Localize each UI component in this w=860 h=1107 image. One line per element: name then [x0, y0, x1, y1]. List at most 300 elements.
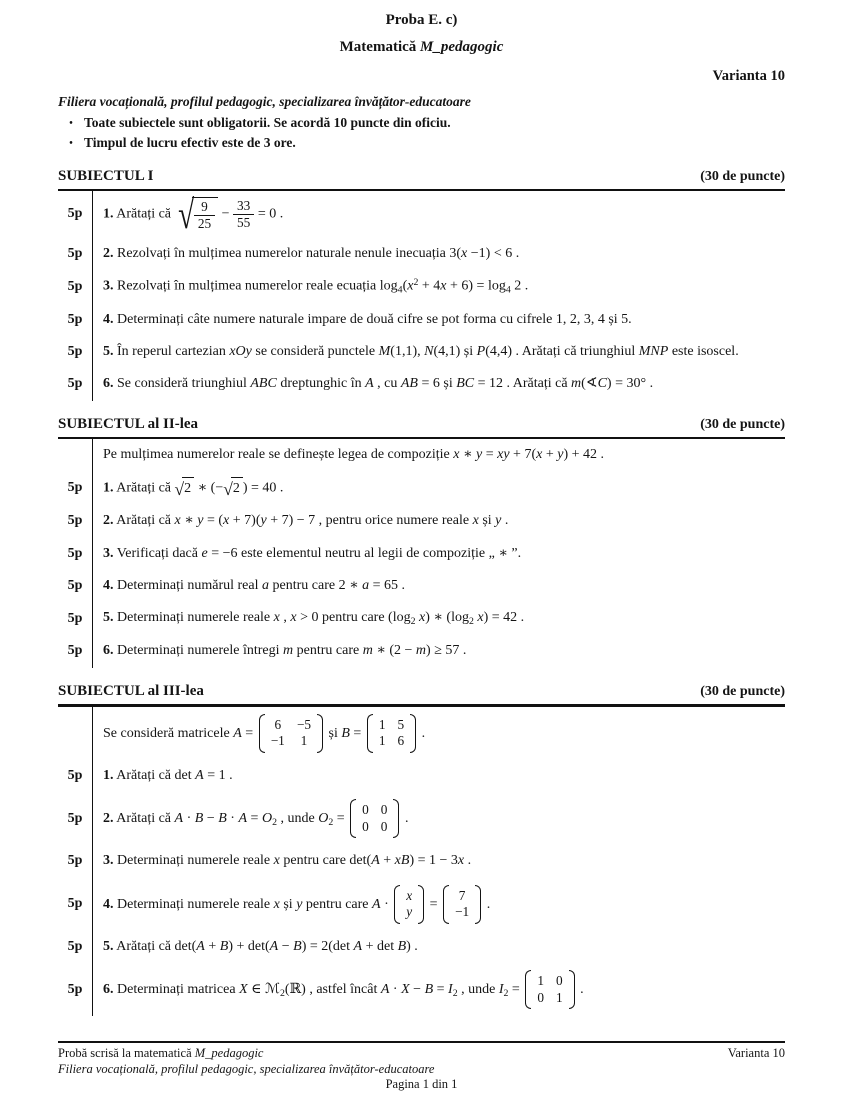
section-points: (30 de puncte)	[700, 169, 785, 184]
text-run: e	[201, 545, 208, 561]
points-badge: 5p	[67, 480, 83, 496]
points-badge: 5p	[67, 344, 83, 360]
text-run: A	[174, 810, 184, 826]
problem-text	[92, 760, 785, 792]
points-badge: 5p	[67, 810, 83, 826]
problem-row	[58, 336, 785, 368]
radical-icon: √	[177, 192, 194, 238]
points-badge: 5p	[67, 278, 83, 294]
text-run: A	[196, 938, 205, 954]
text-run: .	[483, 896, 491, 912]
text-run: ·	[183, 810, 195, 826]
matrix-cell: 0	[537, 989, 544, 1005]
problem-row	[58, 368, 785, 400]
points-badge: 5p	[67, 246, 83, 262]
text-run: ) = 2(det	[301, 938, 354, 954]
text-run: m	[415, 643, 427, 659]
text-run: ) + 42 .	[563, 446, 605, 462]
text-run: y	[475, 446, 483, 462]
text-run: A	[380, 981, 390, 997]
points-badge: 5p	[67, 577, 83, 593]
text-run: > 0 pentru care (log	[296, 610, 411, 626]
matrix-cells	[373, 714, 410, 753]
text-run: Rezolvați în mulțimea numerelor reale ecuația log	[113, 278, 398, 294]
problems-table	[58, 704, 785, 1017]
text-run: Pe mulțimea numerelor reale se definește legea de compoziție	[103, 446, 454, 462]
text-run: x	[273, 896, 280, 912]
text-run: (∢	[581, 376, 598, 392]
points-badge	[58, 707, 92, 760]
section-points: (30 de puncte)	[700, 683, 785, 699]
matrix-cell: 6	[274, 716, 282, 732]
problem-number: 1.	[103, 480, 114, 496]
text-run: dreptunghic în	[276, 376, 366, 392]
matrix-cells	[356, 799, 393, 838]
section-3	[58, 668, 785, 1017]
problem-text	[92, 336, 785, 368]
matrix-cell: 5	[397, 716, 405, 732]
matrix-cell: 0	[362, 802, 369, 818]
text-run: A	[371, 853, 380, 869]
text-run: =	[508, 981, 524, 997]
text-run: ) .	[406, 938, 418, 954]
problem-row	[58, 878, 785, 931]
text-run: ∗ (−	[194, 480, 224, 496]
problem-number: 6.	[103, 643, 114, 659]
matrix-cell: 1	[555, 989, 563, 1005]
problem-text	[92, 792, 785, 845]
text-run: x	[440, 278, 447, 294]
denominator: 55	[233, 214, 254, 231]
problem-row	[58, 270, 785, 304]
text-run: xy	[497, 446, 510, 462]
problem-row	[58, 635, 785, 667]
problem-text	[92, 931, 785, 963]
text-run: B	[218, 810, 227, 826]
text-run: x	[223, 513, 230, 529]
text-run: I	[498, 981, 504, 997]
text-run: y	[197, 513, 204, 529]
text-run: , cu	[373, 376, 401, 392]
text-run: ∗	[459, 446, 476, 462]
text-run: 4	[505, 284, 511, 296]
text-run: Se consideră matricele	[103, 725, 234, 741]
text-run: + 7)(	[229, 513, 261, 529]
matrix-cell: 0	[555, 973, 563, 989]
problem-row	[58, 471, 785, 505]
subject-title-text: Matematică	[339, 39, 421, 55]
text-run: ) + det(	[228, 938, 270, 954]
numerator: 33	[237, 198, 251, 213]
text-run: (4,4) . Arătați că triunghiul	[485, 344, 639, 360]
points-badge: 5p	[67, 643, 83, 659]
text-run: A	[195, 767, 204, 783]
text-run: B	[219, 938, 229, 954]
points-badge: 5p	[67, 981, 83, 997]
matrix-cell: 0	[380, 818, 388, 834]
problem-text	[92, 368, 785, 400]
problem-row	[58, 304, 785, 336]
text-run: .	[576, 981, 584, 997]
text-run: xOy	[229, 344, 252, 360]
points-badge: 5p	[67, 513, 83, 529]
matrix-cell: 0	[380, 802, 388, 818]
text-run: x	[407, 278, 414, 294]
text-run: și	[325, 725, 342, 741]
matrix	[259, 714, 323, 753]
text-run: xB	[394, 853, 410, 869]
radicand	[182, 477, 194, 499]
text-run: pentru care det(	[279, 853, 372, 869]
points-badge: 5p	[67, 767, 83, 783]
text-run: x	[273, 853, 280, 869]
problem-number: 4.	[103, 311, 114, 327]
text-run: A	[233, 725, 242, 741]
text-run: Arătați că	[113, 206, 175, 222]
text-run: + 4	[418, 278, 441, 294]
matrix-cells	[449, 885, 475, 924]
problem-number: 4.	[103, 896, 114, 912]
problem-number: 2.	[103, 245, 114, 261]
text-run: O	[261, 810, 273, 826]
matrix-cell: 1	[300, 733, 308, 749]
problem-row	[58, 707, 785, 760]
points-badge: 5p	[67, 938, 83, 954]
text-run: (4,1) și	[433, 344, 477, 360]
text-run: x	[273, 610, 280, 626]
matrix-cell: 1	[537, 973, 544, 989]
text-run: x	[457, 853, 465, 869]
radicand	[192, 197, 218, 232]
text-run: C	[597, 376, 607, 392]
problem-text	[92, 505, 785, 537]
matrix-paren-right	[418, 885, 424, 924]
text-run: .	[501, 513, 509, 529]
sqrt-expression	[175, 192, 219, 238]
text-run: N	[424, 344, 434, 360]
text-run: 2	[468, 616, 474, 628]
text-run: = 0 .	[254, 206, 284, 222]
text-run: B	[341, 725, 350, 741]
text-run: Determinați matricea	[113, 981, 240, 997]
text-run: Arătați că det(	[113, 938, 197, 954]
footer-row	[58, 1046, 785, 1062]
instruction-text: Timpul de lucru efectiv este de 3 ore.	[84, 135, 296, 150]
text-run: =	[349, 725, 365, 741]
text-run: I	[448, 981, 453, 997]
text-run: ,	[279, 610, 291, 626]
text-run: y	[260, 513, 267, 529]
text-run: +	[204, 938, 220, 954]
footer-page-number: Pagina 1 din 1	[385, 1077, 458, 1092]
text-run: BC	[456, 376, 475, 392]
fraction	[194, 199, 215, 232]
text-run: Arătați că	[113, 810, 175, 826]
text-run: =	[426, 896, 442, 912]
text-run: și	[478, 513, 496, 529]
subject-title	[58, 39, 785, 56]
text-run: x	[290, 610, 297, 626]
problem-row	[58, 570, 785, 602]
text-run: ) ∗ (log	[425, 610, 469, 626]
text-run: 4	[397, 284, 403, 296]
text-run: y	[296, 896, 303, 912]
text-run: = 12 . Arătați că	[474, 376, 572, 392]
text-run: a	[262, 577, 269, 593]
problem-row	[58, 602, 785, 635]
points-badge: 5p	[67, 853, 83, 869]
text-run: (ℝ) , astfel încât	[284, 981, 381, 997]
radicand	[231, 477, 243, 499]
text-run: + 7) − 7 , pentru orice numere reale	[266, 513, 473, 529]
section-3-header	[58, 683, 785, 700]
text-run: m	[571, 376, 582, 392]
text-run: se consideră punctele	[251, 344, 379, 360]
problem-number: 1.	[103, 767, 114, 783]
text-run: ) ≥ 57 .	[426, 643, 467, 659]
text-run: x	[453, 446, 460, 462]
text-run: = (	[203, 513, 224, 529]
points-badge: 5p	[67, 896, 83, 912]
problem-text	[92, 635, 785, 667]
matrix-cell: x	[406, 887, 413, 903]
text-run: Determinați numerele întregi	[113, 643, 283, 659]
problem-number: 2.	[103, 810, 114, 826]
text-run: = 1 .	[203, 767, 233, 783]
matrix-paren-right	[475, 885, 481, 924]
text-run: x	[472, 513, 479, 529]
sqrt-expression	[223, 477, 243, 499]
text-run: AB	[400, 376, 418, 392]
matrix-cell: 1	[378, 733, 386, 749]
text-run: 2 .	[510, 278, 529, 294]
text-run: Determinați numerele reale	[113, 610, 274, 626]
text-run: ) = 40 .	[242, 480, 284, 496]
text-run: =	[247, 810, 262, 826]
text-run: +	[379, 853, 395, 869]
matrix-cells	[531, 970, 568, 1009]
text-run: .	[464, 853, 472, 869]
matrix-cell: 7	[458, 887, 466, 903]
text-run: 2	[232, 480, 240, 496]
matrix	[350, 799, 399, 838]
text-run: (	[402, 278, 408, 294]
text-run: +	[542, 446, 558, 462]
text-run: P	[476, 344, 486, 360]
text-run: Arătați că det	[113, 767, 196, 783]
denominator: 25	[194, 215, 215, 232]
problem-row	[58, 845, 785, 877]
problem-number: 3.	[103, 545, 114, 561]
text-run: + 6) = log	[446, 278, 506, 294]
text-run: m	[362, 643, 373, 659]
text-run: 2	[452, 987, 458, 999]
problem-number: 5.	[103, 344, 114, 360]
text-run: −	[409, 981, 425, 997]
matrix-cells	[400, 885, 418, 924]
problem-number: 4.	[103, 577, 114, 593]
text-run: A	[365, 376, 374, 392]
matrix	[394, 885, 424, 924]
matrix-paren-right	[569, 970, 575, 1009]
variant-label: Varianta 10	[712, 68, 785, 84]
text-run: O	[318, 810, 329, 826]
text-run: B	[424, 981, 434, 997]
text-run: =	[241, 725, 257, 741]
problem-text	[92, 191, 785, 238]
points-badge: 5p	[67, 376, 83, 392]
text-run: 2	[279, 987, 285, 999]
instruction-bullet	[58, 115, 785, 133]
text-run: = 65 .	[369, 577, 405, 593]
problem-row	[58, 191, 785, 238]
matrix-cell: y	[406, 904, 413, 920]
text-run: A	[372, 896, 381, 912]
text-run: ) = 42 .	[483, 610, 525, 626]
text-run: ·	[226, 810, 239, 826]
footer-filiera: Filiera vocațională, profilul pedagogic, specializarea învățător-educatoare	[58, 1061, 435, 1076]
points-badge	[58, 439, 92, 471]
matrix	[443, 885, 481, 924]
points-badge: 5p	[67, 545, 83, 561]
text-run: −	[218, 206, 234, 222]
radical-icon: √	[174, 478, 185, 499]
problem-row	[58, 505, 785, 537]
text-run: .	[418, 725, 426, 741]
footer-left-profile: M_pedagogic	[194, 1046, 264, 1061]
text-run: pentru care	[293, 643, 363, 659]
text-run: M	[378, 344, 391, 360]
text-run: , unde	[457, 981, 499, 997]
problem-number: 5.	[103, 938, 114, 954]
text-run: a	[362, 577, 370, 593]
text-run: + 7(	[509, 446, 537, 462]
footer-variant: Varianta 10	[727, 1046, 785, 1061]
page-title: Proba E. c)	[385, 12, 458, 28]
text-run: ∗ (2 −	[372, 643, 416, 659]
sqrt-expression	[175, 477, 195, 499]
matrix	[367, 714, 416, 753]
problem-row	[58, 963, 785, 1016]
matrix-cell: 6	[397, 733, 405, 749]
text-run: X	[239, 981, 248, 997]
problem-text	[92, 570, 785, 602]
subject-title-profile: M_pedagogic	[420, 39, 504, 55]
problem-text	[92, 270, 785, 304]
text-run: Arătați că	[113, 513, 175, 529]
text-run: Arătați că	[113, 480, 175, 496]
problem-text	[92, 538, 785, 570]
section-1	[58, 153, 785, 401]
text-run: 2	[410, 616, 416, 628]
bullet-icon: •	[69, 138, 73, 149]
problem-text	[92, 845, 785, 877]
text-run: MNP	[638, 344, 669, 360]
points-badge: 5p	[67, 206, 83, 222]
matrix-paren-right	[410, 714, 416, 753]
problem-row	[58, 760, 785, 792]
matrix-cells	[265, 714, 317, 753]
matrix-cell: −5	[296, 716, 311, 732]
radical-icon: √	[223, 478, 233, 499]
problem-text	[92, 439, 785, 471]
section-2-header	[58, 416, 785, 433]
text-run: =	[482, 446, 498, 462]
text-run: x	[461, 245, 468, 261]
filiera-line: Filiera vocațională, profilul pedagogic, specializarea învățător-educatoare	[58, 94, 471, 109]
points-badge: 5p	[67, 610, 83, 626]
matrix	[525, 970, 574, 1009]
text-run: (1,1),	[390, 344, 425, 360]
problem-number: 6.	[103, 981, 114, 997]
problem-text	[92, 878, 785, 931]
instruction-text: Toate subiectele sunt obligatorii. Se acordă 10 puncte din oficiu.	[84, 115, 451, 130]
section-1-header	[58, 168, 785, 185]
section-2	[58, 401, 785, 668]
text-run: În reperul cartezian	[113, 344, 230, 360]
text-run: Determinați numărul real	[113, 577, 262, 593]
problem-text	[92, 304, 785, 336]
text-run: 2	[503, 987, 509, 999]
text-run: ) = 30° .	[606, 376, 654, 392]
problem-row	[58, 792, 785, 845]
section-title: SUBIECTUL al III-lea	[58, 682, 204, 699]
text-run: x	[536, 446, 543, 462]
problem-row	[58, 238, 785, 270]
text-run: A	[353, 938, 363, 954]
text-run: ∈ ℳ	[247, 981, 280, 997]
problem-number: 2.	[103, 513, 114, 529]
text-run: Verificați dacă	[113, 545, 202, 561]
bullet-icon: •	[69, 118, 73, 129]
text-run: x	[477, 610, 484, 626]
matrix-paren-right	[317, 714, 323, 753]
text-run: 2	[184, 480, 192, 496]
problem-text	[92, 963, 785, 1016]
text-run: A	[269, 938, 279, 954]
footer-left	[58, 1046, 263, 1062]
section-points: (30 de puncte)	[700, 416, 785, 432]
text-run: B	[293, 938, 302, 954]
text-run: Se consideră triunghiul	[113, 376, 251, 392]
text-run: = −6 este elementul neutru al legii de compoziție „ ∗ ”.	[207, 545, 522, 561]
numerator: 9	[201, 199, 208, 214]
text-run: = 6 și	[417, 376, 457, 392]
text-run: 2	[272, 816, 277, 828]
matrix-paren-right	[393, 799, 399, 838]
text-run: −1) < 6 .	[467, 245, 520, 261]
text-run: y	[557, 446, 564, 462]
text-run: ) = 1 − 3	[409, 853, 458, 869]
text-run: Determinați numerele reale	[113, 853, 274, 869]
text-run: pentru care	[302, 896, 372, 912]
text-run: X	[401, 981, 410, 997]
section-title: SUBIECTUL I	[58, 168, 154, 184]
text-run: x	[174, 513, 181, 529]
problem-number: 5.	[103, 610, 114, 626]
problems-table	[58, 437, 785, 668]
text-run: −	[203, 810, 219, 826]
text-run: m	[283, 643, 294, 659]
text-run: Determinați câte numere naturale impare de două cifre se pot forma cu cifrele 1, 2, 3, 4 și 5.	[113, 311, 632, 327]
text-run: și	[279, 896, 297, 912]
problem-text	[92, 707, 785, 760]
text-run: B	[194, 810, 204, 826]
points-badge: 5p	[67, 311, 83, 327]
instructions-list	[58, 113, 785, 153]
text-run: =	[333, 810, 349, 826]
text-run: este isoscel.	[668, 344, 739, 360]
